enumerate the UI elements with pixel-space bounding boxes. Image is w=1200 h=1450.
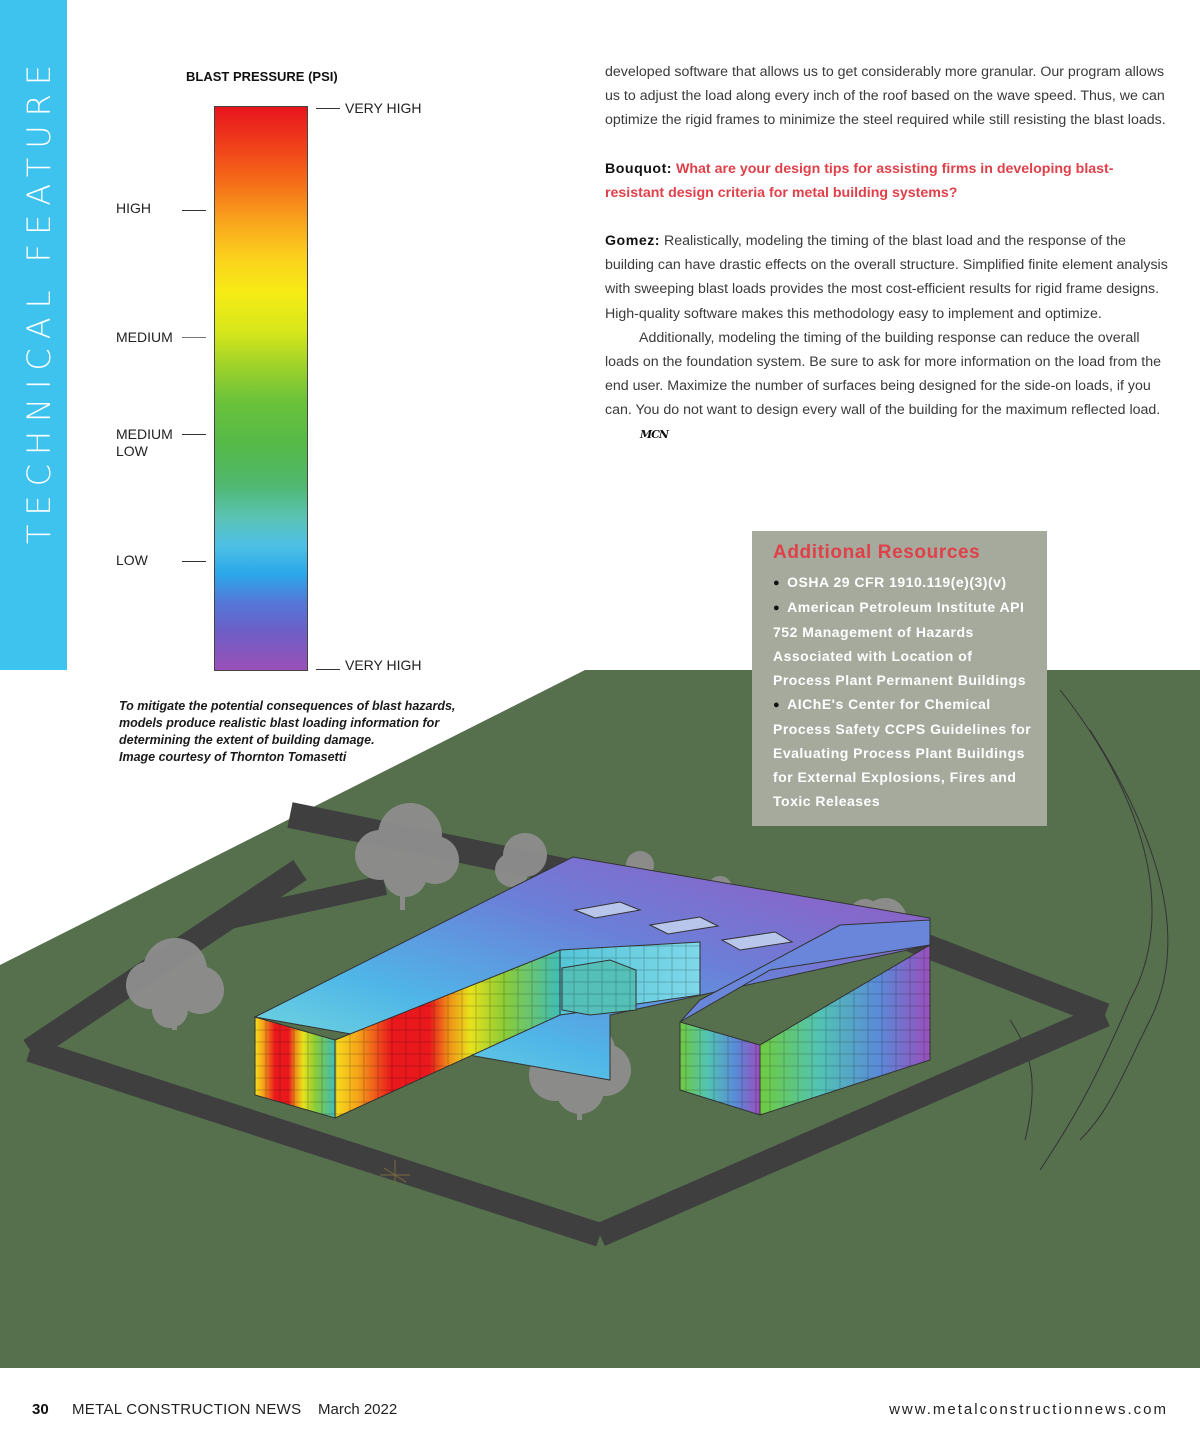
caption-line: models produce realistic blast loading information for xyxy=(119,716,440,730)
legend-label-medium-low-1: MEDIUM xyxy=(116,426,173,442)
resources-title: Additional Resources xyxy=(773,542,981,563)
interview-question xyxy=(605,157,1170,205)
legend-tick-low xyxy=(182,561,206,562)
website-link[interactable]: www.metalconstructionnews.com xyxy=(889,1401,1168,1418)
figure-caption xyxy=(119,698,479,766)
resource-text: OSHA 29 CFR 1910.119(e)(3)(v) xyxy=(787,574,1007,590)
resource-item xyxy=(773,595,1033,692)
resource-text: AIChE's Center for Chemical Process Safety CCPS Guidelines for Evaluating Process Plant Buildings for External Explosions, Fires and Toxic Releases xyxy=(773,696,1032,809)
blast-pressure-color-scale xyxy=(214,106,308,671)
article-body xyxy=(605,60,1170,449)
mcn-end-mark-icon: MCN xyxy=(640,427,668,441)
caption-credit: Image courtesy of Thornton Tomasetti xyxy=(119,750,347,764)
section-label: TECHNICAL FEATURE xyxy=(20,55,58,545)
answer-speaker: Gomez: xyxy=(605,233,661,250)
article-paragraph: developed software that allows us to get considerably more granular. Our program allows us to adjust the load along every inch of the roof based on the wave speed. Thus, we can optimize the rigid frames to minimize the steel required while still resisting the blast loads. xyxy=(605,64,1166,129)
legend-tick-medium xyxy=(182,337,206,338)
legend-title: BLAST PRESSURE (PSI) xyxy=(186,69,338,84)
bullet-icon: ● xyxy=(773,699,781,711)
resources-list xyxy=(773,570,1033,813)
legend-tick-top xyxy=(316,108,340,109)
legend-label-bottom: VERY HIGH xyxy=(345,657,422,673)
legend-tick-medium-low xyxy=(182,434,206,435)
bullet-icon: ● xyxy=(773,577,781,589)
publication-name: METAL CONSTRUCTION NEWS xyxy=(72,1401,302,1418)
legend-label-top: VERY HIGH xyxy=(345,100,422,116)
resource-item xyxy=(773,692,1033,813)
legend-label-high: HIGH xyxy=(116,200,151,216)
legend-label-low: LOW xyxy=(116,552,148,568)
section-banner xyxy=(0,0,67,670)
caption-line: To mitigate the potential consequences of blast hazards, xyxy=(119,699,456,713)
bullet-icon: ● xyxy=(773,602,781,614)
caption-line: determining the extent of building damage. xyxy=(119,733,375,747)
issue-date: March 2022 xyxy=(318,1401,398,1418)
legend-label-medium-low-2: LOW xyxy=(116,443,148,459)
answer-text: Realistically, modeling the timing of the blast load and the response of the building can have drastic effects on the overall structure. Simplified finite element analysis with sweeping blast loads provides the most cost-efficient results for rigid frame designs. High-quality software makes this methodology easy to implement and optimize. xyxy=(605,233,1168,322)
page-number: 30 xyxy=(32,1401,49,1418)
question-speaker: Bouquot: xyxy=(605,160,673,177)
resource-text: American Petroleum Institute API 752 Management of Hazards Associated with Location of Process Plant Permanent Buildings xyxy=(773,599,1027,688)
legend-label-medium: MEDIUM xyxy=(116,329,173,345)
resource-item xyxy=(773,570,1033,595)
additional-resources-box xyxy=(752,531,1047,826)
article-paragraph-last xyxy=(605,326,1170,449)
question-text: What are your design tips for assisting firms in developing blast-resistant design criteria for metal building systems? xyxy=(605,160,1114,201)
interview-answer xyxy=(605,229,1170,326)
closing-text: Additionally, modeling the timing of the building response can reduce the overall loads on the foundation system. Be sure to ask for more information on the load from the end user. Maximize the number of surfaces being designed for the side-on loads, if you can. You do not want to design every wall of the building for the maximum reflected load. xyxy=(605,329,1161,419)
legend-tick-high xyxy=(182,210,206,211)
